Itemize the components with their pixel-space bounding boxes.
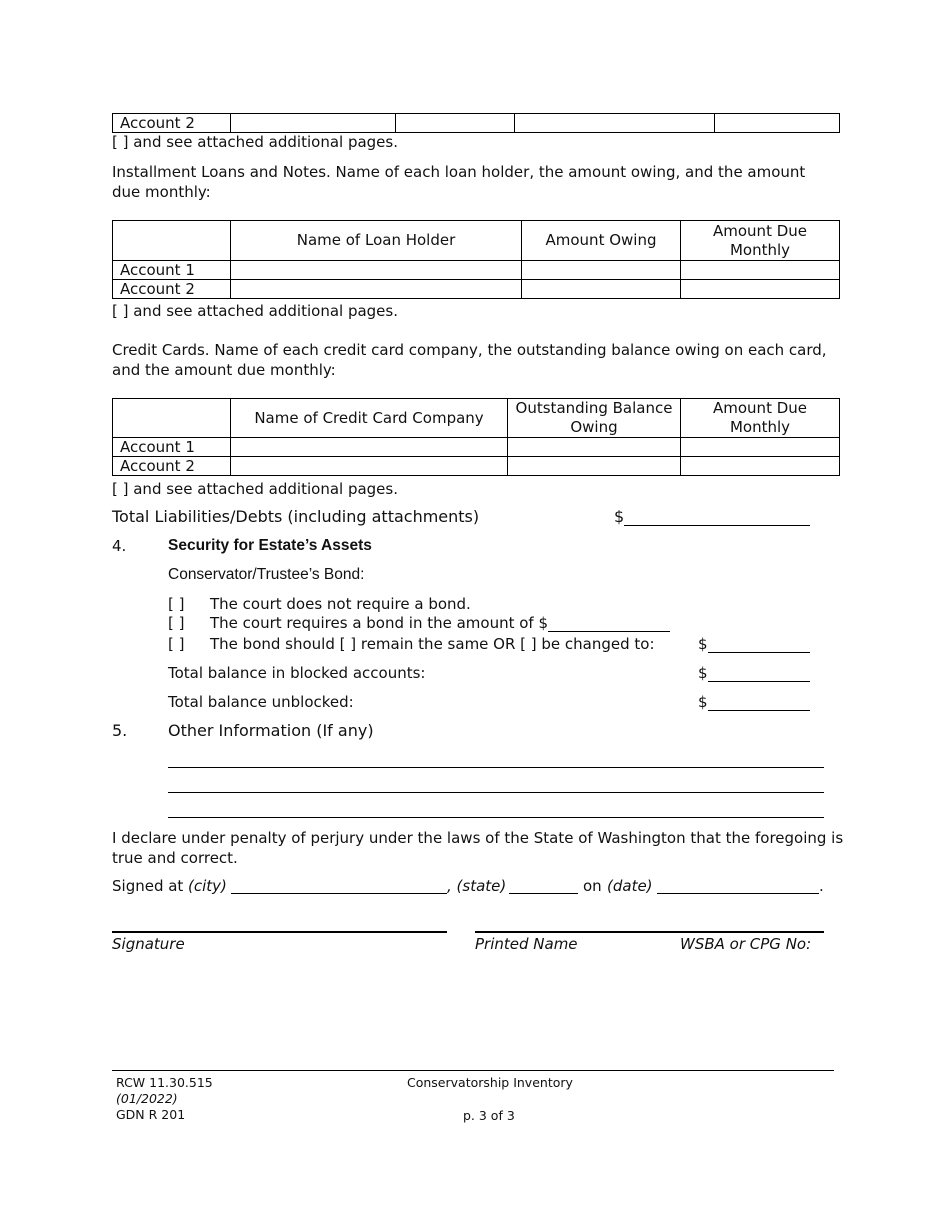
footer-rcw: RCW 11.30.515 [116,1075,213,1090]
footer-date: (01/2022) [116,1091,178,1106]
state-field[interactable] [509,893,578,894]
city-field[interactable] [231,893,447,894]
header-amount-due: Amount Due Monthly [681,221,840,261]
row-label: Account 1 [113,438,231,457]
table-row [113,280,840,299]
table-cell[interactable] [515,114,715,133]
header-loan-holder: Name of Loan Holder [231,221,522,261]
table-row [113,261,840,280]
table-row [113,114,840,133]
bond-option-label: The bond should [ ] remain the same OR [ ] be changed to: [210,635,655,653]
table-cell[interactable] [396,114,515,133]
table-cell[interactable] [522,280,681,299]
table-cell[interactable] [681,457,840,476]
table-cell[interactable] [508,457,681,476]
printed-name-label: Printed Name [475,935,578,953]
table-cell[interactable] [715,114,840,133]
row-label: Account 1 [113,261,231,280]
table-cell[interactable] [681,280,840,299]
table-cell[interactable] [508,438,681,457]
declaration-text: I declare under penalty of perjury under the laws of the State of Washington that the foregoing is true and correct. [112,829,844,867]
signature-label: Signature [112,935,185,953]
footer-form-number: GDN R 201 [116,1107,186,1122]
footer-page-number: p. 3 of 3 [463,1108,515,1123]
table-header-row [113,221,840,261]
section-4-number: 4. [112,537,127,555]
table-cell[interactable] [681,261,840,280]
table-cell[interactable] [231,457,508,476]
row-label: Account 2 [113,114,231,133]
blocked-field[interactable] [708,681,810,682]
table-cell[interactable] [231,261,522,280]
header-amount-due: Amount Due Monthly [681,399,840,438]
signed-at-label: Signed at [112,877,184,895]
bond-option-checkbox[interactable]: [ ] [168,614,185,632]
bond-option-checkbox[interactable]: [ ] [168,595,185,613]
see-attached-checkbox[interactable]: [ ] and see attached additional pages. [112,302,398,320]
installment-intro: Installment Loans and Notes. Name of each loan holder, the amount owing, and the amount due monthly: [112,163,806,201]
date-field[interactable] [657,893,819,894]
date-label: (date) [607,877,653,895]
header-blank [113,399,231,438]
unblocked-field[interactable] [708,710,810,711]
blocked-label: Total balance in blocked accounts: [168,664,426,682]
table-cell[interactable] [681,438,840,457]
signature-line[interactable] [112,931,447,933]
bond-option-label: The court does not require a bond. [210,595,471,613]
credit-table [112,398,840,476]
section-5-title: Other Information (If any) [168,721,374,740]
credit-intro: Credit Cards. Name of each credit card company, the outstanding balance owing on each card, and the amount due monthly: [112,341,827,379]
unblocked-label: Total balance unblocked: [168,693,354,711]
see-attached-checkbox[interactable]: [ ] and see attached additional pages. [112,480,398,498]
bond-amount-field[interactable] [548,631,670,632]
table-header-row [113,399,840,438]
table-cell[interactable] [231,280,522,299]
bond-option-label: The court requires a bond in the amount of $ [210,614,549,632]
row-label: Account 2 [113,280,231,299]
period: . [819,877,824,895]
footer-title: Conservatorship Inventory [407,1075,573,1090]
dollar-sign: $ [698,664,708,682]
other-info-line[interactable] [168,767,824,768]
on-label: on [583,877,602,895]
printed-name-line[interactable] [475,931,824,933]
table-cell[interactable] [231,114,396,133]
see-attached-checkbox[interactable]: [ ] and see attached additional pages. [112,133,398,151]
bond-subtitle: Conservator/Trustee’s Bond: [168,566,365,583]
wsba-label: WSBA or CPG No: [680,935,812,953]
section-5-number: 5. [112,721,128,740]
installment-table [112,220,840,299]
state-label: , (state) [447,877,507,895]
table-cell[interactable] [231,438,508,457]
dollar-sign: $ [614,507,625,526]
total-liabilities-field[interactable] [624,525,810,526]
table-cell[interactable] [522,261,681,280]
dollar-sign: $ [698,693,708,711]
table-row [113,457,840,476]
dollar-sign: $ [698,635,708,653]
total-liabilities-label: Total Liabilities/Debts (including attachments) [112,507,480,526]
header-amount-owing: Amount Owing [522,221,681,261]
assets-table-continued [112,113,840,133]
bond-option-checkbox[interactable]: [ ] [168,635,185,653]
header-blank [113,221,231,261]
row-label: Account 2 [113,457,231,476]
header-card-company: Name of Credit Card Company [231,399,508,438]
other-info-line[interactable] [168,817,824,818]
footer-divider [112,1070,834,1071]
section-4-title: Security for Estate’s Assets [168,537,372,554]
table-row [113,438,840,457]
header-outstanding-balance: Outstanding Balance Owing [508,399,681,438]
bond-change-field[interactable] [708,652,810,653]
other-info-line[interactable] [168,792,824,793]
city-label: (city) [188,877,227,895]
